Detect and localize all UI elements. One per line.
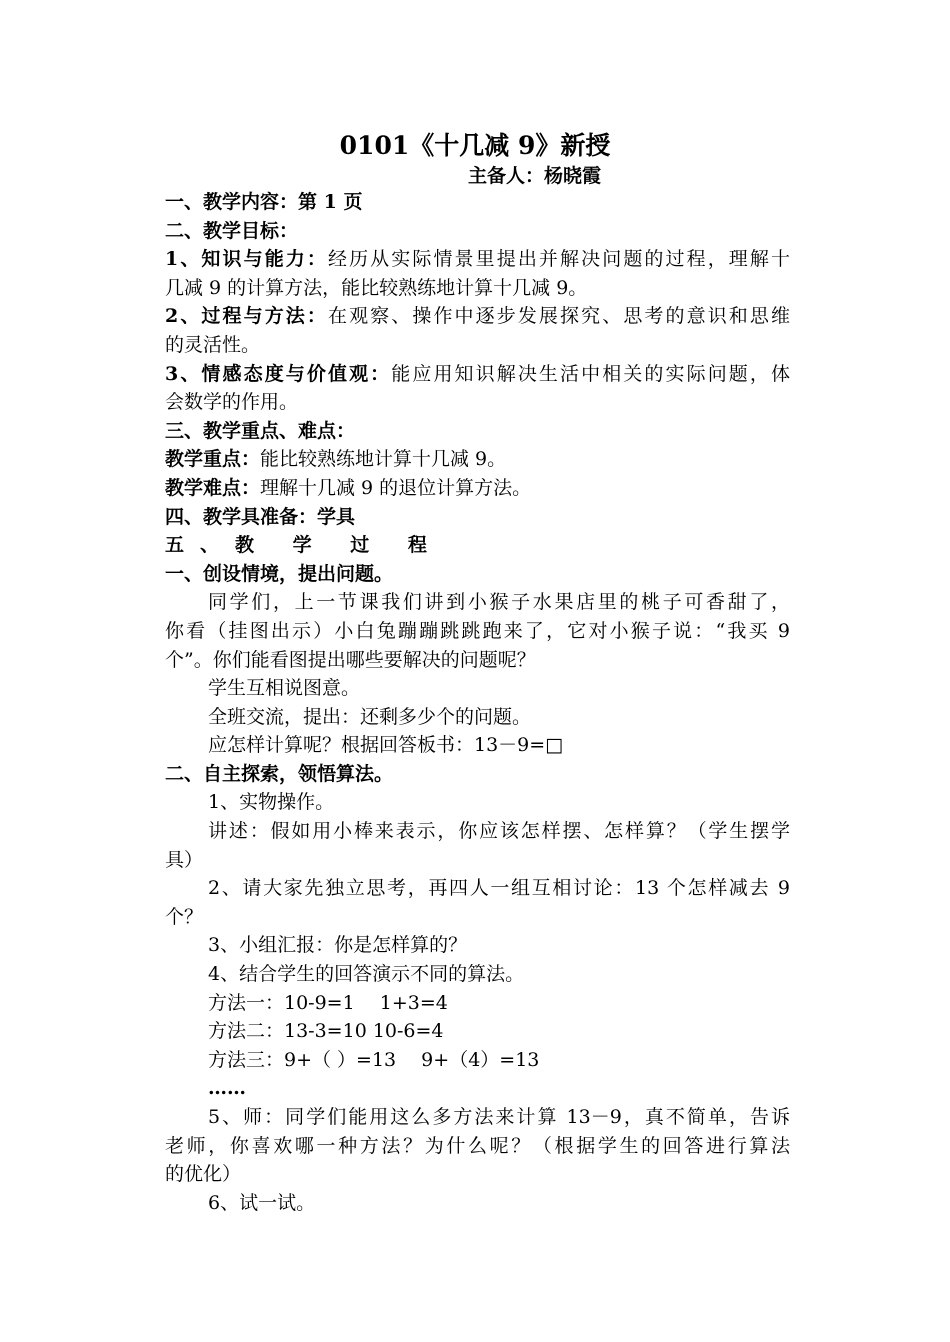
key-point-label: 教学重点： — [165, 448, 261, 471]
section-process: 五、教 学 过 程 — [165, 534, 443, 557]
step-1-heading: 一、创设情境，提出问题。 — [165, 562, 394, 585]
author-line: 主备人：杨晓霞 — [468, 165, 602, 187]
goal-3-label: 3、情感态度与价值观： — [165, 362, 392, 385]
goal-3-line-2: 会数学的作用。 — [165, 391, 299, 414]
item-3-line-2: 个？ — [165, 905, 204, 928]
difficulty-label: 教学难点： — [165, 476, 261, 499]
paragraph-3: 全班交流，提出：还剩多少个的问题。 — [208, 705, 532, 728]
paragraph-4: 应怎样计算呢？根据回答板书：13－9=□ — [208, 734, 564, 757]
paragraph-1-line-1: 同学们，上一节课我们讲到小猴子水果店里的桃子可香甜了， — [208, 591, 790, 614]
method-2: 方法二：13-3=10 10-6=4 — [208, 1020, 444, 1043]
goal-2-line-2: 的灵活性。 — [165, 333, 261, 356]
item-6-line-3: 的优化） — [165, 1163, 242, 1186]
goal-1-line-2: 几减 9 的计算方法，能比较熟练地计算十几减 9。 — [165, 276, 588, 299]
goal-2-label: 2、过程与方法： — [165, 305, 328, 328]
paragraph-2: 学生互相说图意。 — [208, 677, 361, 700]
section-materials: 四、教学具准备：学具 — [165, 505, 356, 528]
item-7: 6、试一试。 — [208, 1191, 316, 1214]
item-2-line-2: 具） — [165, 848, 204, 871]
item-5: 4、结合学生的回答演示不同的算法。 — [208, 963, 525, 986]
section-teaching-content: 一、教学内容：第 1 页 — [165, 191, 363, 213]
document-title: 0101《十几减 9》新授 — [339, 131, 611, 160]
step-2-heading: 二、自主探索，领悟算法。 — [165, 762, 394, 785]
difficulty-text: 理解十几减 9 的退位计算方法。 — [260, 476, 532, 499]
paragraph-1-line-2: 你看（挂图出示）小白兔蹦蹦跳跳跑来了，它对小猴子说：“我买 9 — [165, 619, 790, 642]
method-3: 方法三：9+（ ）=13 9+（4）=13 — [208, 1048, 540, 1071]
item-1: 1、实物操作。 — [208, 791, 335, 814]
goal-1-label: 1、知识与能力： — [165, 248, 328, 271]
item-4: 3、小组汇报：你是怎样算的？ — [208, 934, 468, 957]
key-point-text: 能比较熟练地计算十几减 9。 — [260, 448, 507, 471]
method-1: 方法一：10-9=1 1+3=4 — [208, 991, 448, 1014]
difficulty-line — [165, 474, 790, 503]
paragraph-1-line-3: 个”。你们能看图提出哪些要解决的问题呢？ — [165, 648, 536, 671]
goal-3-text: 能应用知识解决生活中相关的实际问题，体 — [391, 362, 790, 385]
goal-1-text: 经历从实际情景里提出并解决问题的过程，理解十 — [327, 248, 790, 271]
goal-2-line-1 — [165, 302, 790, 331]
item-6-line-2: 老师，你喜欢哪一种方法？为什么呢？（根据学生的回答进行算法 — [165, 1134, 790, 1157]
section-teaching-goals: 二、教学目标： — [165, 219, 299, 242]
key-point-line — [165, 445, 790, 474]
item-6-line-1: 5、师：同学们能用这么多方法来计算 13－9，真不简单，告诉 — [208, 1106, 790, 1128]
goal-3-line-1 — [165, 360, 790, 389]
ellipsis: …… — [208, 1077, 246, 1100]
item-2-line-1: 讲述：假如用小棒来表示，你应该怎样摆、怎样算？（学生摆学 — [208, 820, 790, 843]
item-3-line-1: 2、请大家先独立思考，再四人一组互相讨论：13 个怎样减去 9 — [208, 877, 790, 900]
goal-2-text: 在观察、操作中逐步发展探究、思考的意识和思维 — [327, 305, 790, 328]
document-body — [165, 188, 790, 1217]
goal-1-line-1 — [165, 245, 790, 274]
section-key-points: 三、教学重点、难点： — [165, 419, 356, 442]
